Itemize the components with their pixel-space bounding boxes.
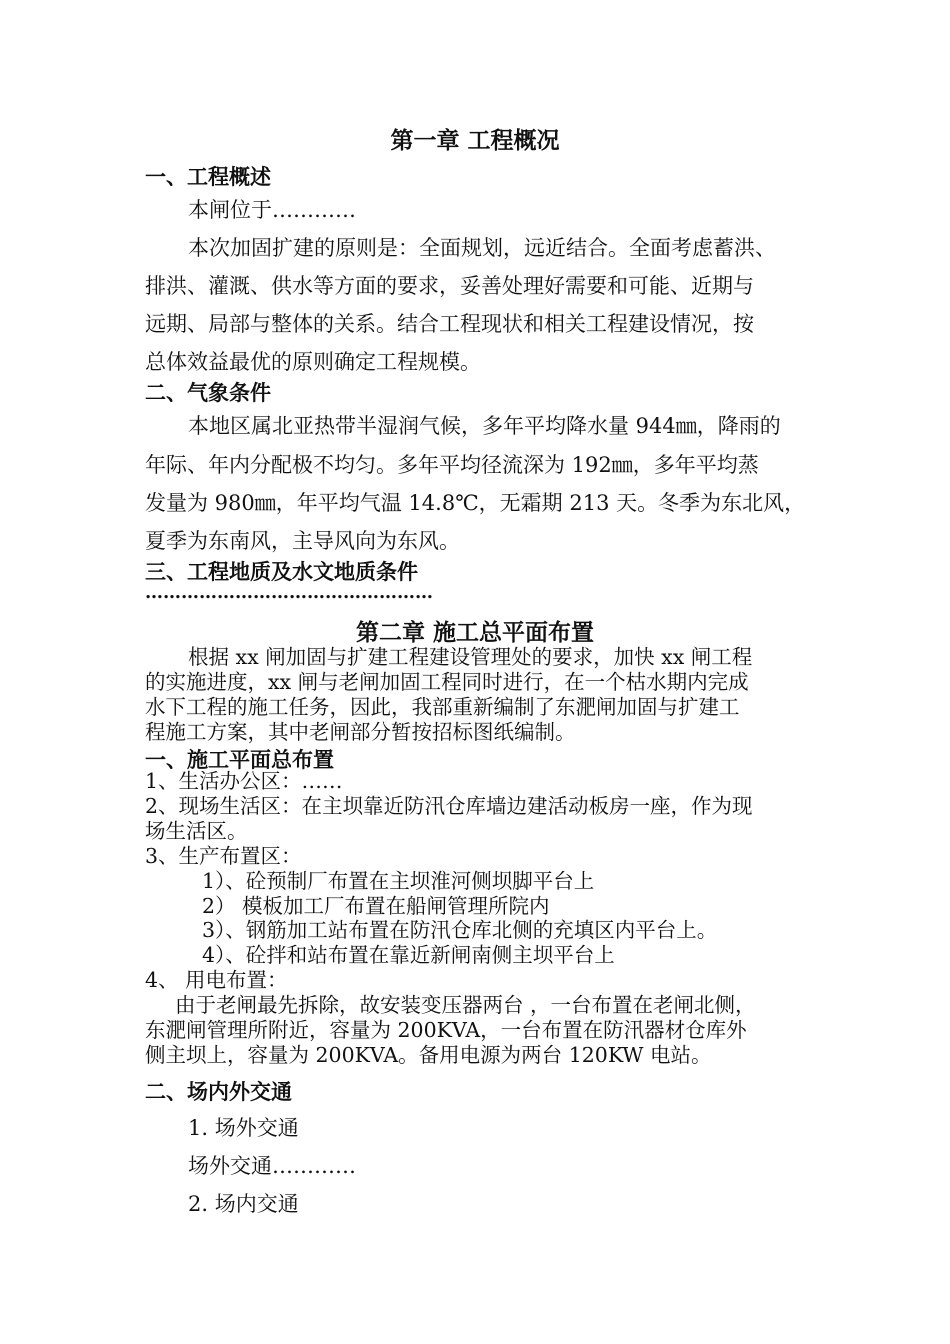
paragraph-line: 由于老闸最先拆除，故安装变压器两台 ，一台布置在老闸北侧，: [175, 993, 756, 1017]
paragraph-line: 夏季为东南风，主导风向为东风。: [145, 529, 460, 553]
sub-list-item: 4）、砼拌和站布置在靠近新闸南侧主坝平台上: [202, 943, 615, 967]
paragraph-line: 本闸位于…………: [188, 198, 356, 222]
chapter2-sec1-heading: 一、施工平面总布置: [145, 747, 334, 772]
paragraph-line: 场外交通…………: [188, 1154, 356, 1178]
ellipsis-dots: …………………………………………: [145, 582, 433, 603]
list-item: 1、生活办公区：……: [145, 769, 343, 793]
chapter2-title: 第二章 施工总平面布置: [355, 619, 594, 646]
paragraph-line: 侧主坝上，容量为 200KVA。备用电源为两台 120KW 电站。: [145, 1043, 712, 1067]
paragraph-line: 东淝闸管理所附近，容量为 200KVA，一台布置在防汛器材仓库外: [145, 1018, 747, 1042]
sub-list-item: 3）、钢筋加工站布置在防汛仓库北侧的充填区内平台上。: [202, 918, 718, 942]
list-item: 场生活区。: [145, 819, 248, 843]
chapter1-title: 第一章 工程概况: [390, 127, 560, 154]
chapter1-sec3-heading: 三、工程地质及水文地质条件: [145, 559, 418, 584]
chapter1-sec1-heading: 一、工程概述: [145, 164, 271, 189]
paragraph-line: 程施工方案，其中老闸部分暂按招标图纸编制。: [145, 720, 576, 744]
chapter2-sec2-heading: 二、场内外交通: [145, 1079, 292, 1104]
sub-list-item: 1）、砼预制厂布置在主坝淮河侧坝脚平台上: [202, 869, 595, 893]
list-item: 1. 场外交通: [188, 1116, 299, 1140]
paragraph-line: 根据 xx 闸加固与扩建工程建设管理处的要求，加快 xx 闸工程: [188, 645, 753, 669]
chapter1-sec2-heading: 二、气象条件: [145, 380, 271, 405]
paragraph-line: 排洪、灌溉、供水等方面的要求，妥善处理好需要和可能、近期与: [145, 274, 754, 298]
paragraph-line: 年际、年内分配极不均匀。多年平均径流深为 192㎜，多年平均蒸: [145, 453, 759, 477]
paragraph-line: 发量为 980㎜，年平均气温 14.8℃，无霜期 213 天。冬季为东北风，: [145, 491, 806, 515]
paragraph-line: 总体效益最优的原则确定工程规模。: [145, 350, 481, 374]
paragraph-line: 本次加固扩建的原则是：全面规划，远近结合。全面考虑蓄洪、: [188, 236, 776, 260]
list-item: 2. 场内交通: [188, 1192, 299, 1216]
list-item: 4、 用电布置：: [145, 968, 288, 992]
paragraph-line: 水下工程的施工任务，因此，我部重新编制了东淝闸加固与扩建工: [145, 695, 740, 719]
list-item: 3、生产布置区：: [145, 844, 302, 868]
sub-list-item: 2） 模板加工厂布置在船闸管理所院内: [202, 894, 550, 918]
paragraph-line: 的实施进度，xx 闸与老闸加固工程同时进行，在一个枯水期内完成: [145, 670, 749, 694]
paragraph-line: 远期、局部与整体的关系。结合工程现状和相关工程建设情况，按: [145, 312, 754, 336]
list-item: 2、现场生活区：在主坝靠近防汛仓库墙边建活动板房一座，作为现: [145, 794, 753, 818]
paragraph-line: 本地区属北亚热带半湿润气候，多年平均降水量 944㎜，降雨的: [188, 414, 781, 438]
